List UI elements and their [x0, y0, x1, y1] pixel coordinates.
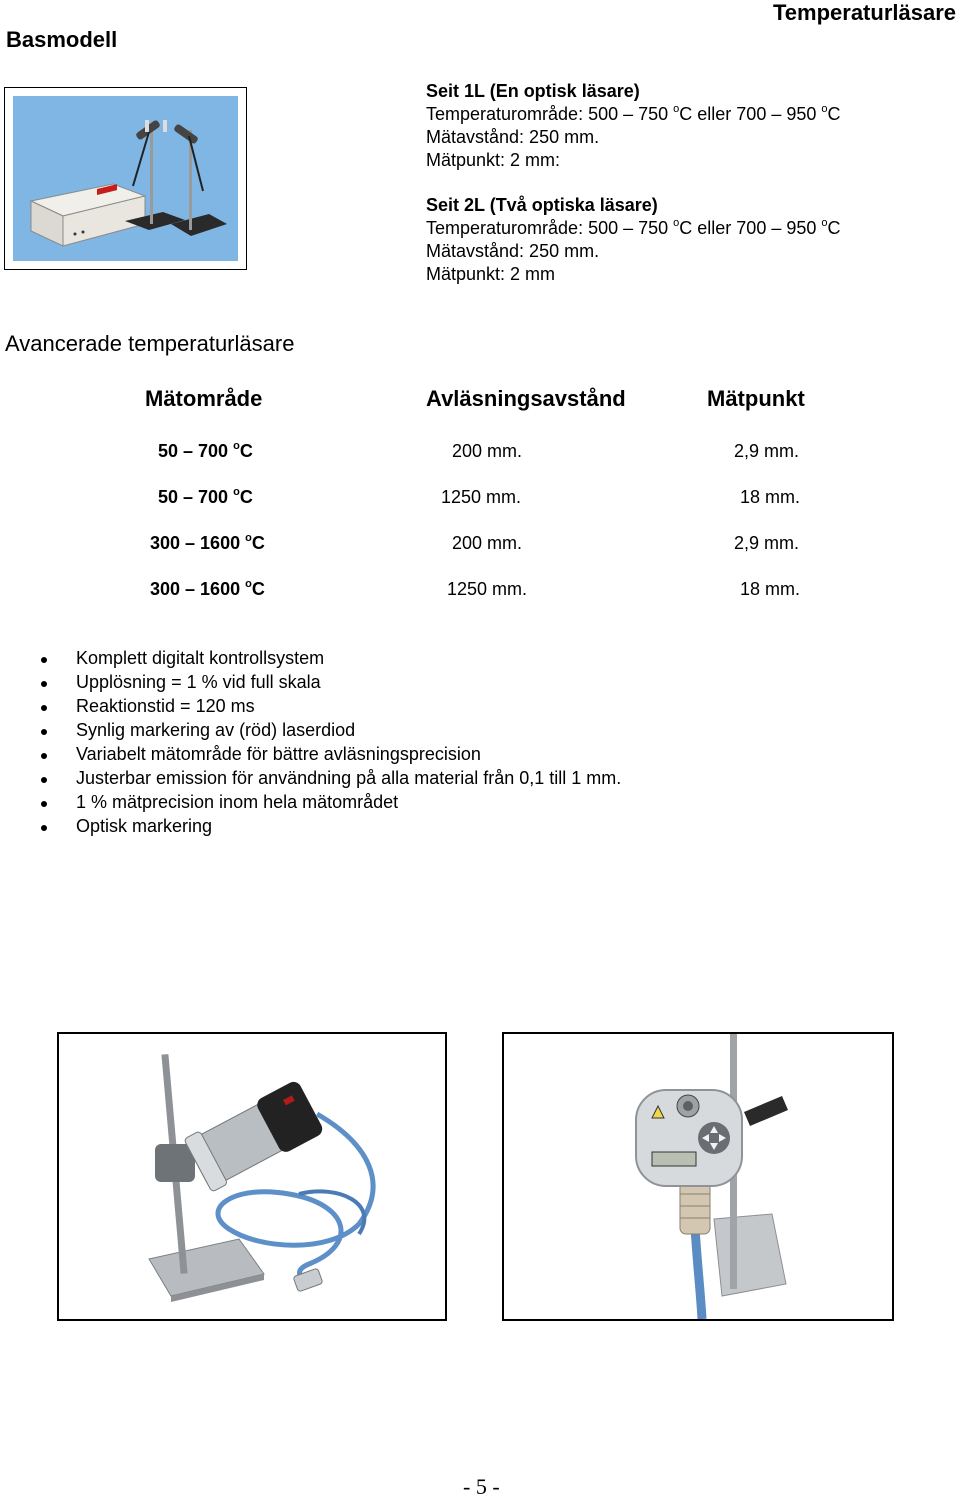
- column-header-point: Mätpunkt: [707, 386, 805, 411]
- cell-point: 2,9 mm.: [734, 441, 800, 461]
- cell-range: 50 – 700 $^o$C: [158, 440, 253, 461]
- cell-distance: 200 mm.: [452, 441, 523, 461]
- bullet-icon: [41, 777, 47, 783]
- spec-block-2l: [426, 194, 841, 286]
- cell-distance: 1250 mm.: [441, 487, 522, 507]
- temperature-range: Temperaturområde: 500 – 750 $^o$C eller 700 – 950 $^o$C: [426, 217, 841, 238]
- bullet-icon: [41, 753, 47, 759]
- basic-model-photo: [4, 87, 247, 270]
- basic-model-illustration: [13, 96, 238, 261]
- page-number: - 5 -: [463, 1474, 500, 1499]
- advanced-reader-rear-photo: [502, 1032, 894, 1321]
- measuring-distance: Mätavstånd: 250 mm.: [426, 127, 600, 147]
- section-title-basic: Basmodell: [6, 27, 118, 52]
- advanced-reader-side-photo: [57, 1032, 447, 1321]
- cell-distance: 1250 mm.: [447, 579, 528, 599]
- bullet-icon: [41, 825, 47, 831]
- cell-point: 2,9 mm.: [734, 533, 800, 553]
- cell-range: 50 – 700 $^o$C: [158, 486, 253, 507]
- temperature-range: Temperaturområde: 500 – 750 $^o$C eller 700 – 950 $^o$C: [426, 103, 841, 124]
- section-title-advanced: Avancerade temperaturläsare: [5, 331, 295, 356]
- cell-range: 300 – 1600 $^o$C: [150, 578, 265, 599]
- bullet-icon: [41, 681, 47, 687]
- cell-range: 300 – 1600 $^o$C: [150, 532, 265, 553]
- column-header-distance: Avläsningsavstånd: [426, 386, 626, 411]
- model-name: Seit 2L (Två optiska läsare): [426, 195, 658, 215]
- column-header-range: Mätområde: [145, 386, 263, 411]
- bullet-icon: [41, 729, 47, 735]
- bullet-icon: [41, 705, 47, 711]
- bullet-icon: [41, 657, 47, 663]
- model-name: Seit 1L (En optisk läsare): [426, 81, 640, 101]
- document-title: Temperaturläsare: [772, 0, 956, 25]
- bullet-icon: [41, 801, 47, 807]
- cell-distance: 200 mm.: [452, 533, 523, 553]
- cell-point: 18 mm.: [740, 579, 801, 599]
- measuring-point: Mätpunkt: 2 mm: [426, 264, 556, 284]
- reader-display-illustration: [504, 1034, 892, 1319]
- reader-on-stand-illustration: [59, 1034, 445, 1319]
- measuring-point: Mätpunkt: 2 mm:: [426, 150, 561, 170]
- measuring-distance: Mätavstånd: 250 mm.: [426, 241, 600, 261]
- spec-block-1l: [426, 80, 841, 172]
- cell-point: 18 mm.: [740, 487, 801, 507]
